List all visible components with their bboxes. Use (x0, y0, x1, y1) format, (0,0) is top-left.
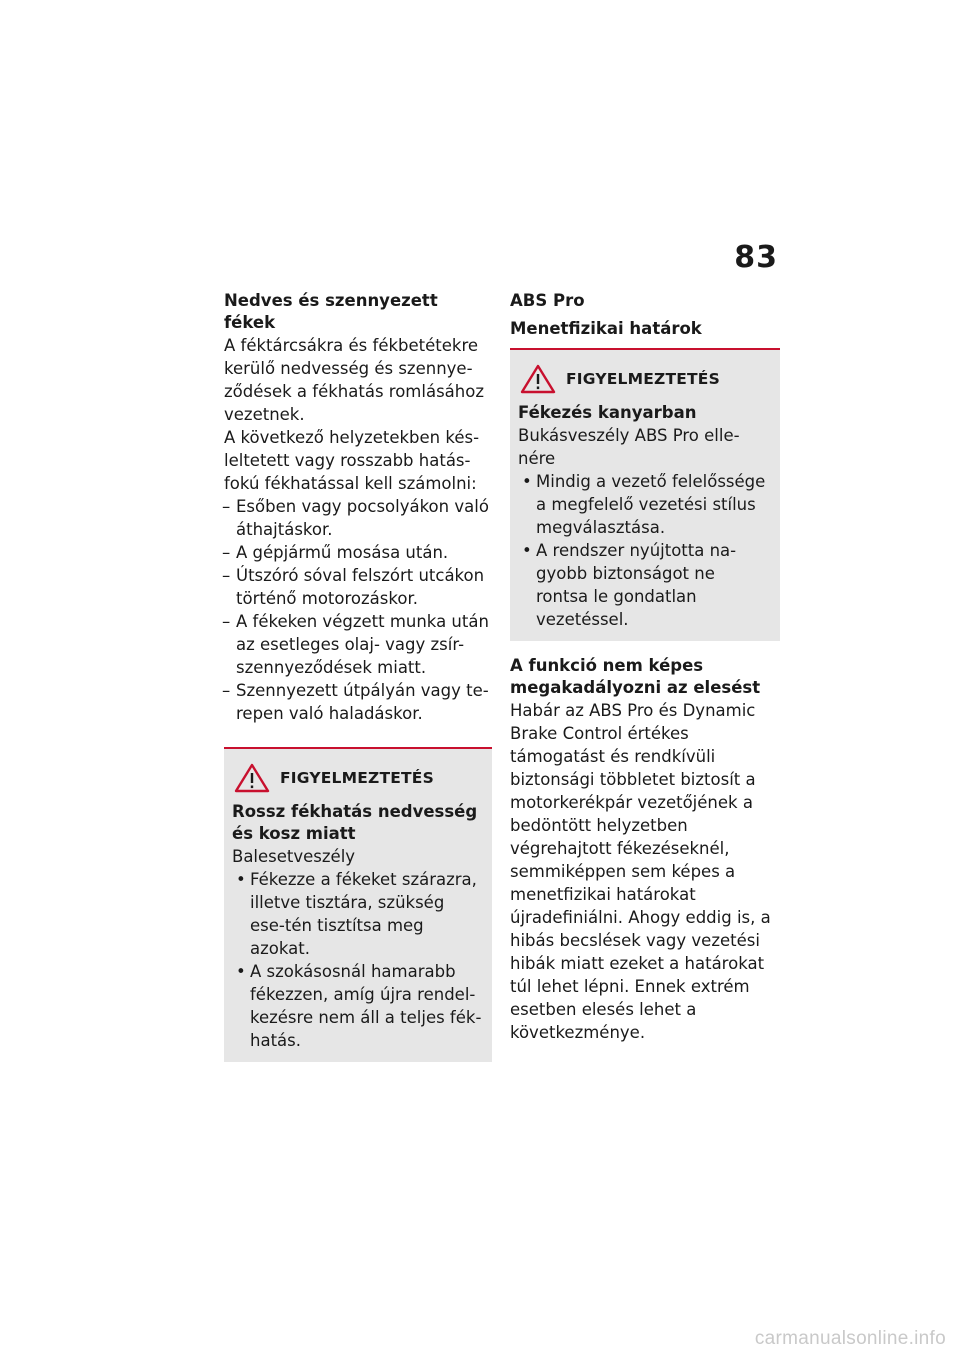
section-heading-cannot-prevent-fall: A funkció nem képes megakadályozni az elesést (510, 656, 761, 697)
warning-header (232, 763, 484, 793)
intro-paragraph-2: A következő helyzetekben kés-leltetett vagy rosszabb hatás-fokú fékhatással kell számolni: (224, 428, 480, 493)
warning-subtitle: Fékezés kanyarban (518, 403, 697, 422)
warning-triangle-icon (234, 763, 270, 793)
warning-triangle-icon (520, 364, 556, 394)
warning-bullets (518, 470, 772, 631)
left-column (224, 290, 492, 1062)
list-item: • Fékezze a fékeket szárazra, illetve tisztára, szükség ese-tén tisztítsa meg azokat. (232, 868, 484, 960)
warning-title: FIGYELMEZTETÉS (280, 769, 434, 787)
page-number: 83 (734, 240, 778, 275)
warning-box-wet-brakes (224, 747, 492, 1062)
warning-risk: Balesetveszély (232, 847, 356, 866)
list-item: • A szokásosnál hamarabb fékezzen, amíg újra rendel-kezésre nem áll a teljes fék-hatás. (232, 960, 484, 1052)
list-item: – Szennyezett útpályán vagy te-repen való haladáskor. (224, 679, 492, 725)
list-item: – Esőben vagy pocsolyákon való áthajtáskor. (224, 495, 492, 541)
body-paragraph: Habár az ABS Pro és Dynamic Brake Control értékes támogatást és rendkívüli biztonsági többletet biztosít a motorkerékpár vezetőjének a bedöntött helyzetben végrehajtott fékezéseknél, semmiképpen sem képes a menetfizikai határokat újradefiniálni. Ahogy eddig is, a hibás becslések vagy vezetési hibák miatt ezeket a határokat túl lehet lépni. Ennek extrém esetben elesés lehet a következménye. (510, 701, 771, 1042)
right-column (510, 290, 780, 1044)
watermark: carmanualsonline.info (754, 1328, 946, 1349)
section-heading-physics-limits: Menetfizikai határok (510, 319, 702, 338)
warning-title: FIGYELMEZTETÉS (566, 370, 720, 388)
warning-risk: Bukásveszély ABS Pro elle-nére (518, 426, 740, 468)
warning-bullets (232, 868, 484, 1052)
warning-header (518, 364, 772, 394)
section-heading-wet-brakes: Nedves és szennyezett fékek (224, 291, 438, 332)
intro-paragraph: A féktárcsákra és fékbetétekre kerülő nedvesség és szennye-ződések a fékhatás romlásához vezetnek. (224, 336, 484, 424)
list-item: • Mindig a vezető felelőssége a megfelelő vezetési stílus megválasztása. (518, 470, 772, 539)
situation-list (224, 495, 492, 725)
section-heading-abs-pro: ABS Pro (510, 291, 585, 310)
warning-subtitle: Rossz fékhatás nedvesség és kosz miatt (232, 802, 478, 843)
warning-box-cornering (510, 348, 780, 641)
list-item: • A rendszer nyújtotta na-gyobb biztonságot ne rontsa le gondatlan vezetéssel. (518, 539, 772, 631)
list-item: – A fékeken végzett munka után az esetleges olaj- vagy zsír-szennyeződések miatt. (224, 610, 492, 679)
list-item: – A gépjármű mosása után. (224, 541, 492, 564)
list-item: – Útszóró sóval felszórt utcákon történő motorozáskor. (224, 564, 492, 610)
